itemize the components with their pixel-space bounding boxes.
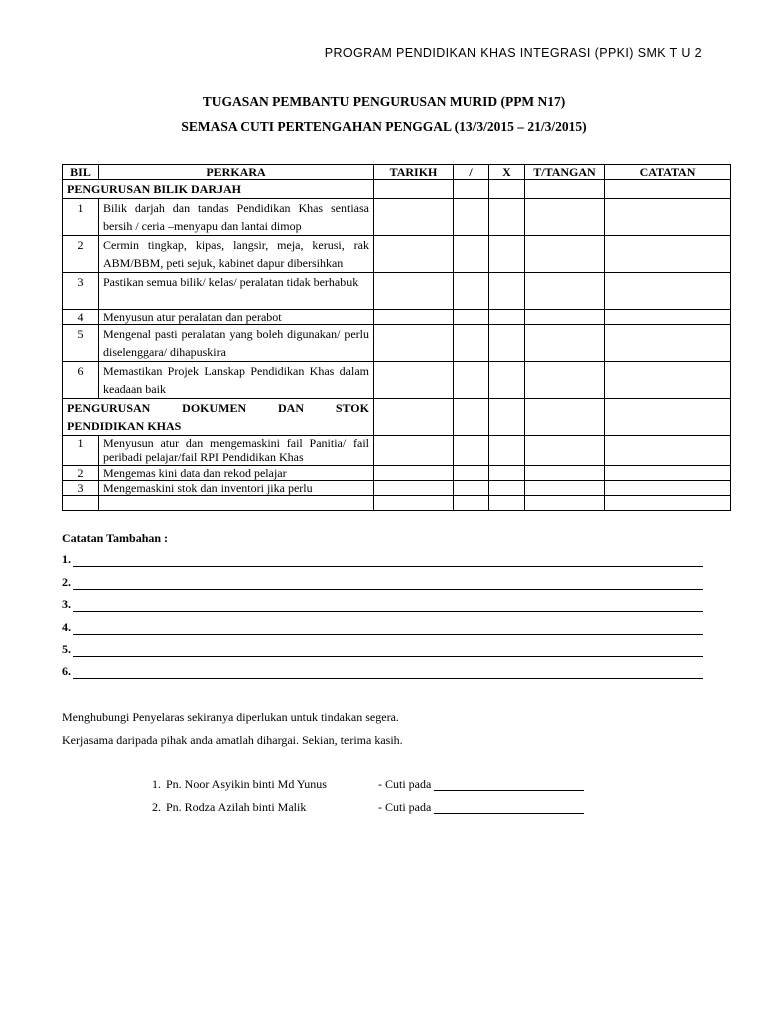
section-row — [63, 399, 731, 436]
contact-name: Pn. Noor Asyikin binti Md Yunus — [166, 777, 327, 791]
table-row — [63, 236, 731, 273]
note-line-3: 3. — [62, 597, 703, 612]
table-row — [63, 466, 731, 481]
task-table — [62, 164, 731, 511]
row-bil: 5 — [63, 325, 99, 362]
instruction-paragraph: Menghubungi Penyelaras sekiranya diperlukan untuk tindakan segera. — [62, 710, 399, 724]
cuti-date-blank — [434, 777, 584, 791]
table-header-row — [63, 165, 731, 180]
note-line-5: 5. — [62, 642, 703, 657]
document-header: PROGRAM PENDIDIKAN KHAS INTEGRASI (PPKI) SMK T U 2 — [324, 46, 702, 60]
row-perkara: Memastikan Projek Lanskap Pendidikan Khas dalam keadaan baik — [99, 362, 374, 399]
note-line-6: 6. — [62, 664, 703, 679]
col-header-tick: / — [454, 165, 489, 180]
document-subtitle: SEMASA CUTI PERTENGAHAN PENGGAL (13/3/2015 – 21/3/2015) — [181, 119, 587, 134]
table-row — [63, 481, 731, 496]
row-bil: 1 — [63, 436, 99, 466]
table-row-empty — [63, 496, 731, 511]
contact-name: Pn. Rodza Azilah binti Malik — [166, 800, 307, 814]
contact-item: 2. Pn. Rodza Azilah binti Malik - Cuti pada — [152, 800, 584, 815]
table-row — [63, 199, 731, 236]
row-bil: 2 — [63, 466, 99, 481]
col-header-perkara: PERKARA — [99, 165, 374, 180]
section-row — [63, 180, 731, 199]
note-line-1: 1. — [62, 552, 703, 567]
table-row — [63, 325, 731, 362]
row-bil: 2 — [63, 236, 99, 273]
section-title-bilik-darjah: PENGURUSAN BILIK DARJAH — [63, 180, 374, 199]
table-row — [63, 362, 731, 399]
row-bil: 6 — [63, 362, 99, 399]
row-perkara: Mengemas kini data dan rekod pelajar — [99, 466, 374, 481]
table-row — [63, 310, 731, 325]
col-header-bil: BIL — [63, 165, 99, 180]
cuti-date-blank — [434, 800, 584, 814]
document-title: TUGASAN PEMBANTU PENGURUSAN MURID (PPM N17) — [202, 94, 566, 109]
row-perkara: Mengemaskini stok dan inventori jika perlu — [99, 481, 374, 496]
row-perkara: Pastikan semua bilik/ kelas/ peralatan tidak berhabuk — [99, 273, 374, 310]
table-row — [63, 273, 731, 310]
col-header-tandatangan: T/TANGAN — [525, 165, 605, 180]
row-bil: 3 — [63, 273, 99, 310]
note-line-2: 2. — [62, 575, 703, 590]
col-header-tarikh: TARIKH — [374, 165, 454, 180]
row-perkara: Mengenal pasti peralatan yang boleh digunakan/ perlu diselenggara/ dihapuskira — [99, 325, 374, 362]
row-perkara: Menyusun atur peralatan dan perabot — [99, 310, 374, 325]
row-perkara: Cermin tingkap, kipas, langsir, meja, kerusi, rak ABM/BBM, peti sejuk, kabinet dapur dibersihkan — [99, 236, 374, 273]
table-row — [63, 436, 731, 466]
row-perkara: Bilik darjah dan tandas Pendidikan Khas sentiasa bersih / ceria –menyapu dan lantai dimop — [99, 199, 374, 236]
row-bil: 3 — [63, 481, 99, 496]
col-header-cross: X — [489, 165, 525, 180]
notes-label: Catatan Tambahan : — [62, 531, 169, 545]
section-title-dokumen-stok: PENGURUSAN DOKUMEN DAN STOK PENDIDIKAN KHAS — [63, 399, 374, 436]
row-bil: 1 — [63, 199, 99, 236]
row-perkara: Menyusun atur dan mengemaskini fail Panitia/ fail peribadi pelajar/fail RPI Pendidikan Khas — [99, 436, 374, 466]
contact-item: 1. Pn. Noor Asyikin binti Md Yunus - Cuti pada — [152, 777, 584, 792]
row-bil: 4 — [63, 310, 99, 325]
col-header-catatan: CATATAN — [605, 165, 731, 180]
closing-paragraph: Kerjasama daripada pihak anda amatlah dihargai. Sekian, terima kasih. — [62, 733, 403, 747]
note-line-4: 4. — [62, 620, 703, 635]
